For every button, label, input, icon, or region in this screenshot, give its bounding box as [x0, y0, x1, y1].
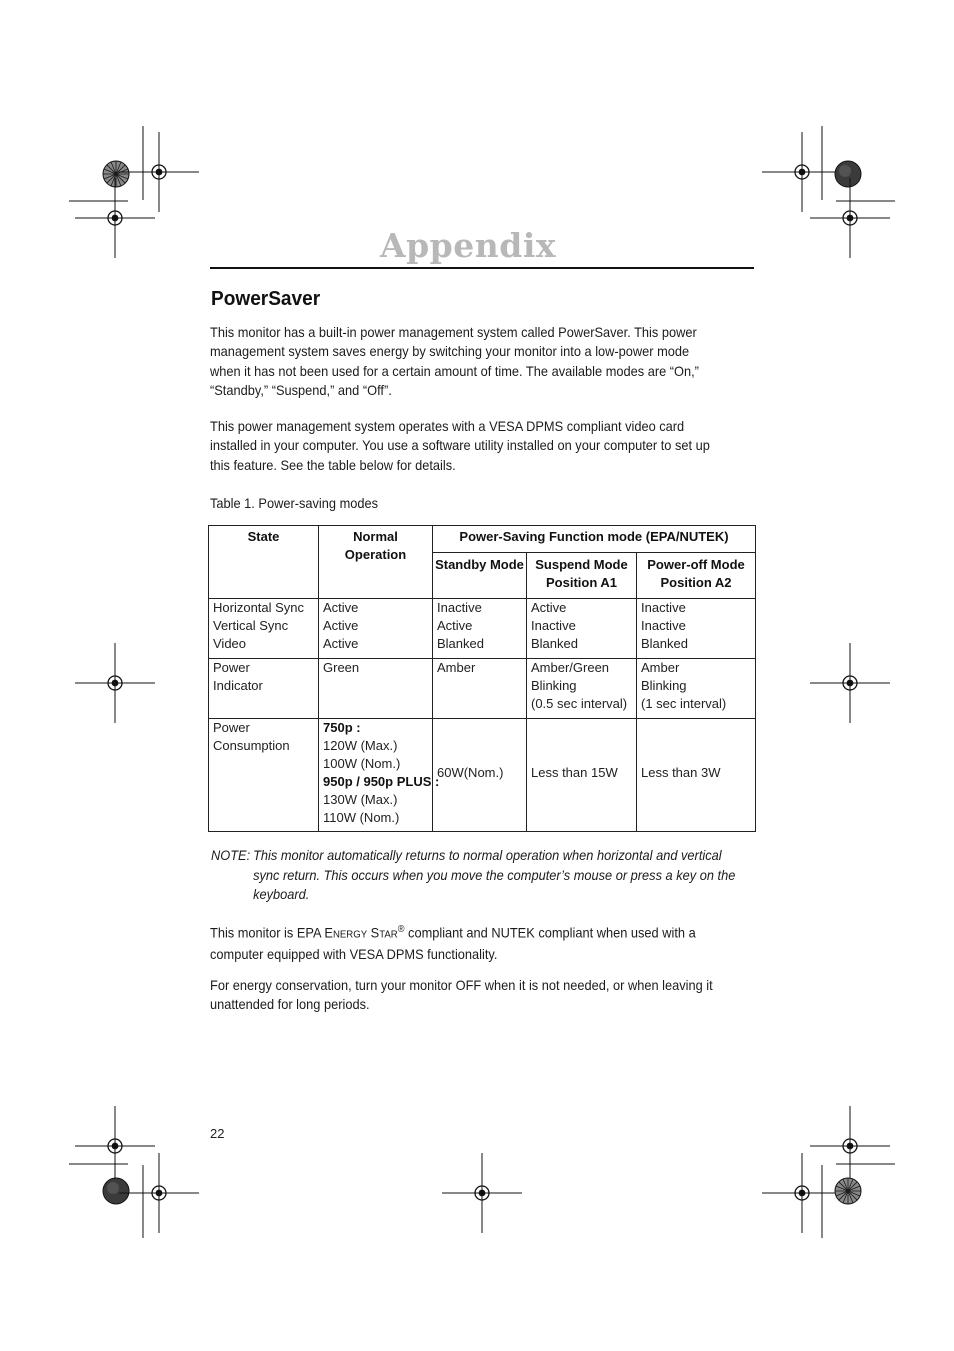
cell-line: 110W (Nom.) — [323, 810, 400, 825]
cell-line: Blinking — [641, 678, 687, 693]
table-cell: Less than 15W — [531, 765, 618, 780]
model-label: 950p / 950p PLUS : — [323, 774, 440, 789]
model-label: 750p : — [323, 720, 361, 735]
table-cell — [323, 599, 358, 653]
table-cell: Less than 3W — [641, 765, 721, 780]
row-divider — [433, 552, 755, 553]
table-cell — [213, 719, 290, 755]
cell-line: Blanked — [437, 636, 484, 651]
table-cell — [531, 599, 578, 653]
cell-line: Amber/Green — [531, 660, 610, 675]
table-cell — [323, 719, 439, 827]
cell-line: Green — [323, 660, 360, 675]
intro-paragraph: This monitor has a built-in power management system called PowerSaver. This power management system saves energy by switching your monitor into a low-power mode when it has not been used for a certain amount of time. The available modes are “On,” “Standby,” “Suspend,” and “Off”. — [210, 324, 699, 399]
row-divider — [209, 718, 755, 719]
header-power-saving-group: Power-Saving Function mode (EPA/NUTEK) — [459, 529, 729, 544]
energy-e-rest: NERGY — [332, 928, 368, 941]
table-cell — [213, 599, 304, 653]
cell-line: Inactive — [531, 618, 576, 633]
cell-line: (0.5 sec interval) — [531, 696, 628, 711]
cell-line: Active — [531, 600, 567, 615]
cell-line: Video — [213, 636, 247, 651]
cell-line: Active — [437, 618, 473, 633]
energy-e-cap: E — [324, 924, 333, 941]
cell-line: Power — [213, 660, 250, 675]
table-cell: 60W(Nom.) — [437, 765, 504, 780]
header-poweroff — [637, 556, 755, 592]
cell-line: Amber — [641, 660, 680, 675]
table-caption: Table 1. Power-saving modes — [210, 495, 379, 511]
table-cell — [531, 659, 627, 713]
header-standby: Standby Mode — [435, 557, 524, 572]
cell-line: Active — [323, 600, 359, 615]
header-suspend — [527, 556, 636, 592]
dpms-paragraph: This power management system operates with a VESA DPMS compliant video card installed in your computer. You use a software utility installed on your computer to set up this feature. See the table below for details. — [210, 418, 710, 473]
conservation-paragraph: For energy conservation, turn your monitor OFF when it is not needed, or when leaving it unattended for long periods. — [210, 977, 713, 1013]
appendix-title: Appendix — [380, 226, 557, 265]
col-divider — [318, 526, 319, 831]
energy-s-rest: TAR — [379, 928, 398, 941]
cell-line: Active — [323, 618, 359, 633]
header-normal — [319, 528, 432, 564]
table-cell — [641, 659, 726, 713]
cell-line: 130W (Max.) — [323, 792, 398, 807]
page-number: 22 — [210, 1126, 225, 1141]
energy-pre: This monitor is EPA — [210, 924, 325, 941]
header-normal-line2: Operation — [344, 547, 407, 562]
table-cell — [213, 659, 263, 695]
header-poweroff-line1: Power-off Mode — [647, 557, 745, 572]
cell-line: Blanked — [531, 636, 578, 651]
header-normal-line1: Normal — [353, 529, 398, 544]
cell-line: Inactive — [641, 618, 686, 633]
power-saving-modes-table — [208, 525, 756, 832]
table-cell — [437, 659, 475, 677]
cell-line: Vertical Sync — [213, 618, 289, 633]
energy-star-paragraph — [210, 920, 722, 964]
cell-line: Power — [213, 720, 250, 735]
header-suspend-line2: Position A1 — [545, 575, 618, 590]
cell-line: Inactive — [641, 600, 686, 615]
cell-line: 100W (Nom.) — [323, 756, 401, 771]
table-cell — [323, 659, 359, 677]
table-cell — [437, 599, 484, 653]
cell-line: (1 sec interval) — [641, 696, 727, 711]
note-label: NOTE: — [211, 847, 251, 863]
cell-line: Blinking — [531, 678, 577, 693]
note-text: This monitor automatically returns to normal operation when horizontal and vertical sync return. This occurs when you move the computer’s mouse or press a key on the keyboard. — [253, 847, 736, 902]
cell-line: Indicator — [213, 678, 263, 693]
header-suspend-line1: Suspend Mode — [535, 557, 628, 572]
cell-line: Amber — [437, 660, 476, 675]
title-rule — [210, 267, 754, 269]
cell-line: Active — [323, 636, 359, 651]
col-divider — [636, 552, 637, 831]
cell-line: 120W (Max.) — [323, 738, 398, 753]
cell-line: Inactive — [437, 600, 482, 615]
header-state: State — [247, 529, 280, 544]
registered-mark: ® — [397, 924, 405, 935]
cell-line: Consumption — [213, 738, 290, 753]
energy-post: compliant and NUTEK compliant when used with a computer equipped with VESA DPMS functionality. — [210, 924, 696, 963]
table-cell — [641, 599, 688, 653]
header-poweroff-line2: Position A2 — [660, 575, 732, 590]
col-divider — [526, 552, 527, 831]
energy-s-cap: S — [367, 924, 380, 941]
cell-line: Blanked — [641, 636, 688, 651]
cell-line: Horizontal Sync — [213, 600, 305, 615]
section-heading: PowerSaver — [211, 287, 321, 310]
